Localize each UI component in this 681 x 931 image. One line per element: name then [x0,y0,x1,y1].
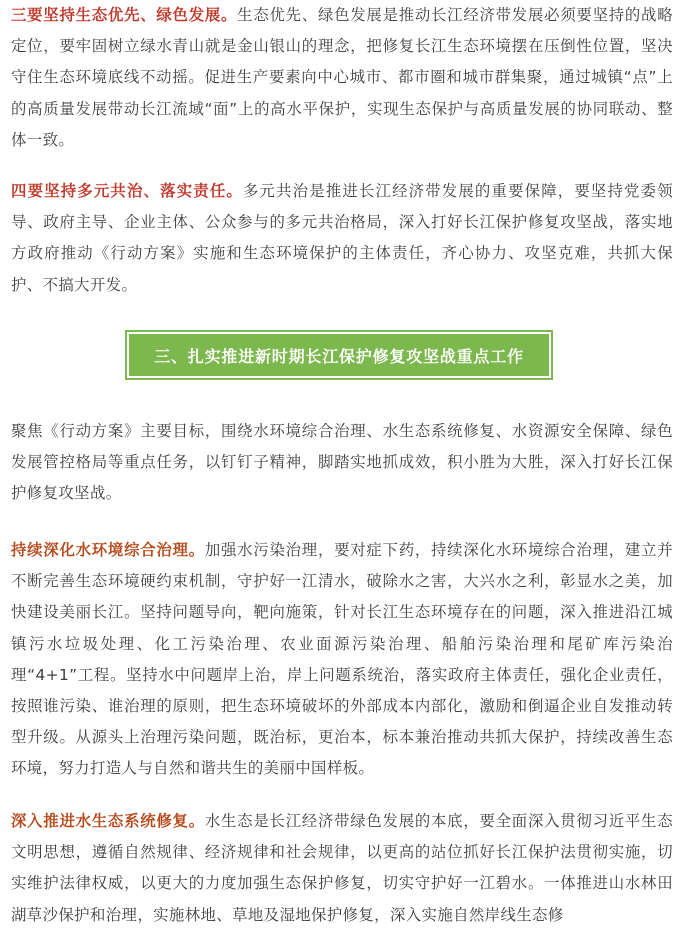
paragraph-ecology-priority [11,0,673,156]
paragraph-lead: 持续深化水环境综合治理。 [11,541,205,559]
paragraph-body: 水生态是长江经济带绿色发展的本底，要全面深入贯彻习近平生态文明思想，遵循自然规律、经济规律和社会规律，以更高的站位抓好长江保护法贯彻实施，切实维护法律权威，以更大的力度加强生态保护修复，切实守护好一江碧水。一体推进山水林田湖草沙保护和治理，实施林地、草地及湿地保护修复，深入实施自然岸线生态修 [11,812,673,924]
paragraph-intro: 聚焦《行动方案》主要目标，围绕水环境综合治理、水生态系统修复、水资源安全保障、绿色发展管控格局等重点任务，以钉钉子精神，脚踏实地抓成效，积小胜为大胜，深入打好长江保护修复攻坚战。 [11,422,673,503]
section-heading-title: 三、扎实推进新时期长江保护修复攻坚战重点工作 [154,346,524,366]
paragraph-water-environment [11,535,673,785]
paragraph-lead: 深入推进水生态系统修复。 [11,812,205,830]
paragraph-body: 生态优先、绿色发展是推动长江经济带发展必须要坚持的战略定位，要牢固树立绿水青山就是金山银山的理念，把修复长江生态环境摆在压倒性位置，坚决守住生态环境底线不动摇。促进生产要素向中心城市、都市圈和城市群集聚，通过城镇“点”上的高质量发展带动长江流域“面”上的高水平保护，实现生态保护与高质量发展的协同联动、整体一致。 [11,6,673,149]
paragraph-lead: 三要坚持生态优先、绿色发展。 [11,6,238,24]
paragraph-multi-governance [11,176,673,301]
paragraph-water-ecology [11,806,673,931]
section-heading-banner [127,332,551,378]
paragraph-body: 多元共治是推进长江经济带发展的重要保障，要坚持党委领导、政府主导、企业主体、公众参与的多元共治格局，深入打好长江保护修复攻坚战，落实地方政府推动《行动方案》实施和生态环境保护的主体责任，齐心协力、攻坚克难，共抓大保护、不搞大开发。 [11,182,673,294]
paragraph-body: 加强水污染治理，要对症下药，持续深化水环境综合治理，建立并不断完善生态环境硬约束机制，守护好一江清水，破除水之害，大兴水之利，彰显水之美，加快建设美丽长江。坚持问题导向，靶向施策，针对长江生态环境存在的问题，深入推进沿江城镇污水垃圾处理、化工污染治理、农业面源污染治理、船舶污染治理和尾矿库污染治理“4+1”工程。坚持水中问题岸上治，岸上问题系统治，落实政府主体责任，强化企业责任，按照谁污染、谁治理的原则，把生态环境破坏的外部成本内部化，激励和倒逼企业自发推动转型升级。从源头上治理污染问题，既治标，更治本，标本兼治推动共抓大保护，持续改善生态环境，努力打造人与自然和谐共生的美丽中国样板。 [11,541,673,778]
paragraph-lead: 四要坚持多元共治、落实责任。 [11,182,243,200]
